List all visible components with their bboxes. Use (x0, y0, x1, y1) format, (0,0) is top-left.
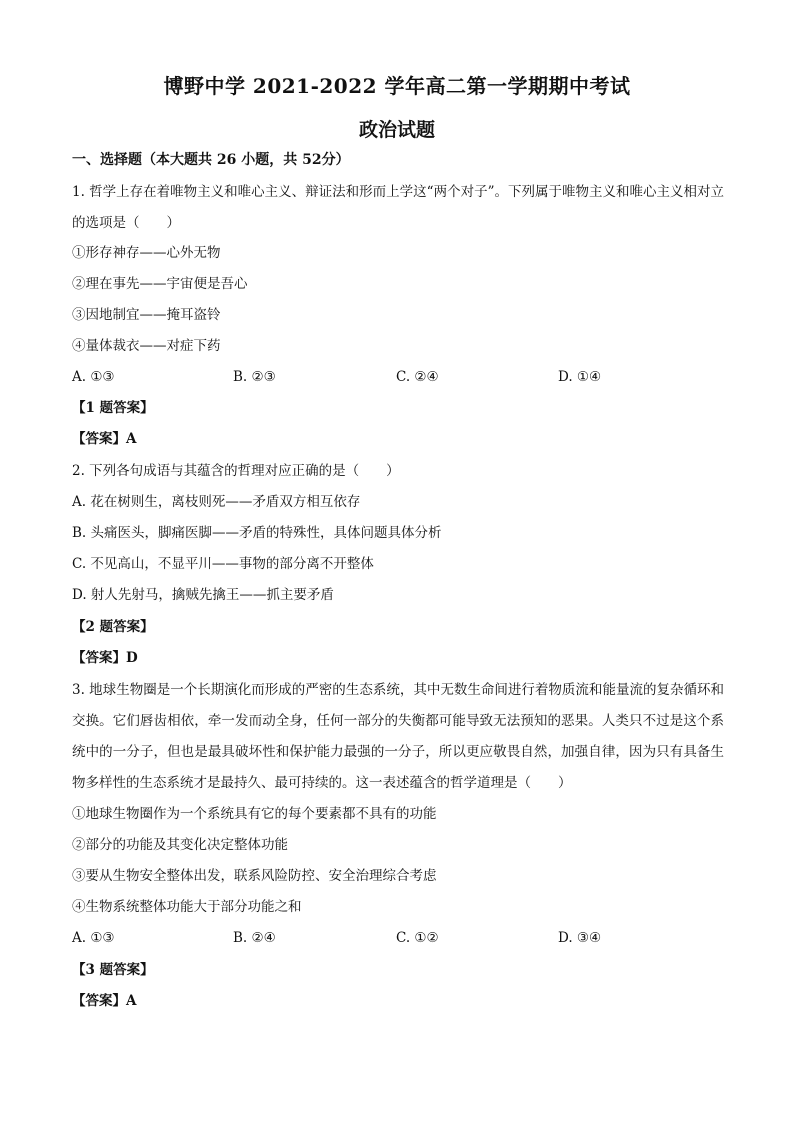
question-3-answer: 【答案】A (72, 993, 137, 1009)
question-1-item-2: ②理在事先——宇宙便是吾心 (72, 276, 248, 292)
question-1-stem: 1. 哲学上存在着唯物主义和唯心主义、辩证法和形而上学这“两个对子”。下列属于唯物主义和唯心主义相对立的选项是（ ） (72, 184, 724, 231)
question-2-option-b: B. 头痛医头，脚痛医脚——矛盾的特殊性，具体问题具体分析 (72, 525, 442, 541)
question-2-option-a: A. 花在树则生，离枝则死——矛盾双方相互依存 (72, 494, 361, 510)
question-3-option-d: D. ③④ (558, 930, 602, 946)
question-2-answer: 【答案】D (72, 650, 138, 666)
question-1-item-4: ④量体裁衣——对症下药 (72, 338, 221, 354)
question-3-item-1: ①地球生物圈作为一个系统具有它的每个要素都不具有的功能 (72, 806, 437, 822)
question-2-option-d: D. 射人先射马，擒贼先擒王——抓主要矛盾 (72, 587, 334, 603)
question-1-answer: 【答案】A (72, 431, 137, 447)
question-1-answer-heading: 【1 题答案】 (72, 400, 154, 416)
question-3-answer-heading: 【3 题答案】 (72, 962, 154, 978)
question-1-item-1: ①形存神存——心外无物 (72, 245, 221, 261)
question-1-item-3: ③因地制宜——掩耳盗铃 (72, 307, 221, 323)
question-3-stem: 3. 地球生物圈是一个长期演化而形成的严密的生态系统，其中无数生命间进行着物质流和能量流的复杂循环和交换。它们唇齿相依，牵一发而动全身，任何一部分的失衡都可能导致无法预知的恶果。人类只不过是这个系统中的一分子，但也是最具破坏性和保护能力最强的一分子，所以更应敬畏自然，加强自律，因为只有具备生物多样性的生态系统才是最持久、最可持续的。这一表述蕴含的哲学道理是（ ） (72, 682, 724, 791)
exam-subtitle: 政治试题 (358, 119, 435, 141)
question-3-item-4: ④生物系统整体功能大于部分功能之和 (72, 899, 302, 915)
question-2-answer-heading: 【2 题答案】 (72, 619, 154, 635)
question-1-option-d: D. ①④ (558, 369, 602, 385)
question-1-option-c: C. ②④ (396, 369, 439, 385)
question-1-option-b: B. ②③ (233, 369, 276, 385)
question-3-item-3: ③要从生物安全整体出发，联系风险防控、安全治理综合考虑 (72, 868, 437, 884)
question-2-stem: 2. 下列各句成语与其蕴含的哲理对应正确的是（ ） (72, 463, 400, 479)
question-1-option-a: A. ①③ (72, 369, 115, 385)
question-3-option-a: A. ①③ (72, 930, 115, 946)
question-3-item-2: ②部分的功能及其变化决定整体功能 (72, 837, 288, 853)
question-2-option-c: C. 不见高山，不显平川——事物的部分离不开整体 (72, 556, 374, 572)
question-3-option-b: B. ②④ (233, 930, 276, 946)
exam-title: 博野中学 2021-2022 学年高二第一学期期中考试 (163, 74, 631, 98)
question-3-option-c: C. ①② (396, 930, 439, 946)
section-heading: 一、选择题（本大题共 26 小题，共 52分） (72, 152, 350, 168)
